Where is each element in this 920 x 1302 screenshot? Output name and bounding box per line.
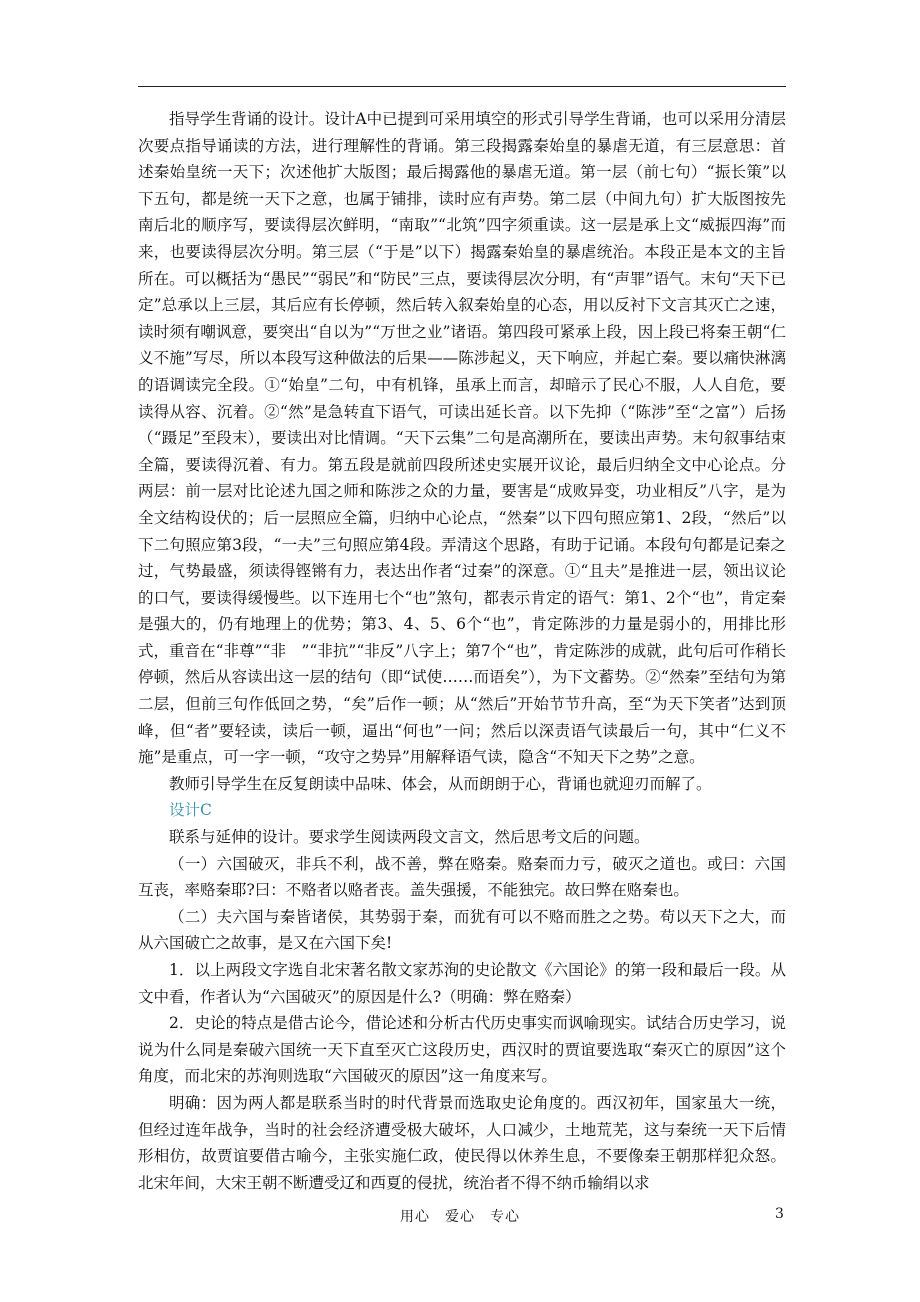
paragraph-answer: 明确：因为两人都是联系当时的时代背景而选取史论角度的。西汉初年，国家虽大一统，但经过连年战争，当时的社会经济遭受极大破坏，人口减少，土地荒芜，这与秦统一天下后情形相仿，故贾谊要借古喻今，主张实施仁政，使民得以休养生息，不要像秦王朝那样犯众怒。北宋年间，大宋王朝不断遭受辽和西夏的侵扰，统治者不得不纳币输绢以求 [138, 1093, 786, 1192]
paragraph-teacher-guidance: 教师引导学生在反复朗读中品味、体会，从而朗朗于心，背诵也就迎刃而解了。 [169, 774, 712, 793]
paragraph-recitation-design: 指导学生背诵的设计。设计A中已提到可采用填空的形式引导学生背诵，也可以采用分清层次要点指导诵读的方法，进行理解性的背诵。第三段揭露秦始皇的暴虐无道，有三层意思：首述秦始皇统一天下；次述他扩大版图；最后揭露他的暴虐无道。第一层（前七句）“振长策”以下五句，都是统一天下之意，也属于铺排，读时应有声势。第二层（中间九句）扩大版图按先南后北的顺序写，要读得层次鲜明，“南取”“北筑”四字须重读。这一层是承上文“威振四海”而来，也要读得层次分明。第三层（“于是”以下）揭露秦始皇的暴虐统治。本段正是本文的主旨所在。可以概括为“愚民”“弱民”和“防民”三点，要读得层次分明，有“声罪”语气。末句“天下已定”总承以上三层，其后应有长停顿，然后转入叙秦始皇的心态，用以反衬下文言其灭亡之速，读时须有嘲讽意，要突出“自以为”“万世之业”诸语。第四段可紧承上段，因上段已将秦王朝“仁义不施”写尽，所以本段写这种做法的后果——陈涉起义，天下响应，并起亡秦。要以痛快淋漓的语调读完全段。①“始皇”二句，中有机锋，虽承上而言，却暗示了民心不服，人人自危，要读得从容、沉着。②“然”是急转直下语气，可读出延长音。以下先抑（“陈涉”至“之富”）后扬（“蹑足”至段末），要读出对比情调。“天下云集”二句是高潮所在，要读出声势。末句叙事结束全篇，要读得沉着、有力。第五段是就前四段所述史实展开议论，最后归纳全文中心论点。分两层：前一层对比论述九国之师和陈涉之众的力量，要害是“成败异变，功业相反”八字，是为全文结构设伏的；后一层照应全篇，归纳中心论点，“然秦”以下四句照应第1、2段，“然后”以下二句照应第3段，“一夫”三句照应第4段。弄清这个思路，有助于记诵。本段句句都是记秦之过，气势最盛，须读得铿锵有力，表达出作者“过秦”的深意。①“且夫”是推进一层，领出议论的口气，要读得缓慢些。以下连用七个“也”煞句，都表示肯定的语气：第1、2个“也”，肯定秦是强大的，仍有地理上的优势；第3、4、5、6个“也”，肯定陈涉的力量是弱小的，用排比形式，重音在“非尊”“非 ”“非抗”“非反”八字上；第7个“也”，肯定陈涉的成就，此句后可作稍长停顿，然后从容读出这一层的结句（即“试使……而语矣”），为下文蓄势。②“然秦”至结句为第二层，但前三句作低回之势，“矣”后作一顿；从“然后”开始节节升高，至“为天下笑者”达到顶峰，但“者”要轻读，读后一顿，逼出“何也”一问；然后以深责语气读最后一句，其中“仁义不施”是重点，可一字一顿，“攻守之势异”用解释语气读，隐含“不知天下之势”之意。 [138, 110, 786, 767]
document-body [138, 106, 786, 1196]
paragraph-excerpt-one: （一）六国破灭，非兵不利，战不善，弊在赂秦。赂秦而力亏，破灭之道也。或曰：六国互丧，率赂秦耶?曰：不赂者以赂者丧。盖失强援，不能独完。故曰弊在赂秦也。 [138, 854, 786, 900]
paragraph-extension-design: 联系与延伸的设计。要求学生阅读两段文言文，然后思考文后的问题。 [169, 828, 650, 847]
footer-motto: 用心 爱心 专心 [400, 1209, 520, 1225]
header-rule [138, 86, 786, 87]
paragraph-excerpt-two: （二）夫六国与秦皆诸侯，其势弱于秦，而犹有可以不赂而胜之之势。苟以天下之大，而从六国破亡之故事，是又在六国下矣! [138, 907, 786, 953]
paragraph-question-one: 1．以上两段文字选自北宋著名散文家苏洵的史论散文《六国论》的第一段和最后一段。从文中看，作者认为“六国破灭”的原因是什么?（明确：弊在赂秦） [138, 961, 786, 1006]
paragraph-question-two: 2．史论的特点是借古论今，借论述和分析古代历史事实而讽喻现实。试结合历史学习，说说为什么同是秦破六国统一天下直至灭亡这段历史，西汉时的贾谊要选取“秦灭亡的原因”这个角度，而北宋的苏洵则选取“六国破灭的原因”这一角度来写。 [138, 1014, 786, 1086]
section-heading-design-c: 设计C [169, 801, 212, 820]
page-number: 3 [775, 1206, 784, 1222]
